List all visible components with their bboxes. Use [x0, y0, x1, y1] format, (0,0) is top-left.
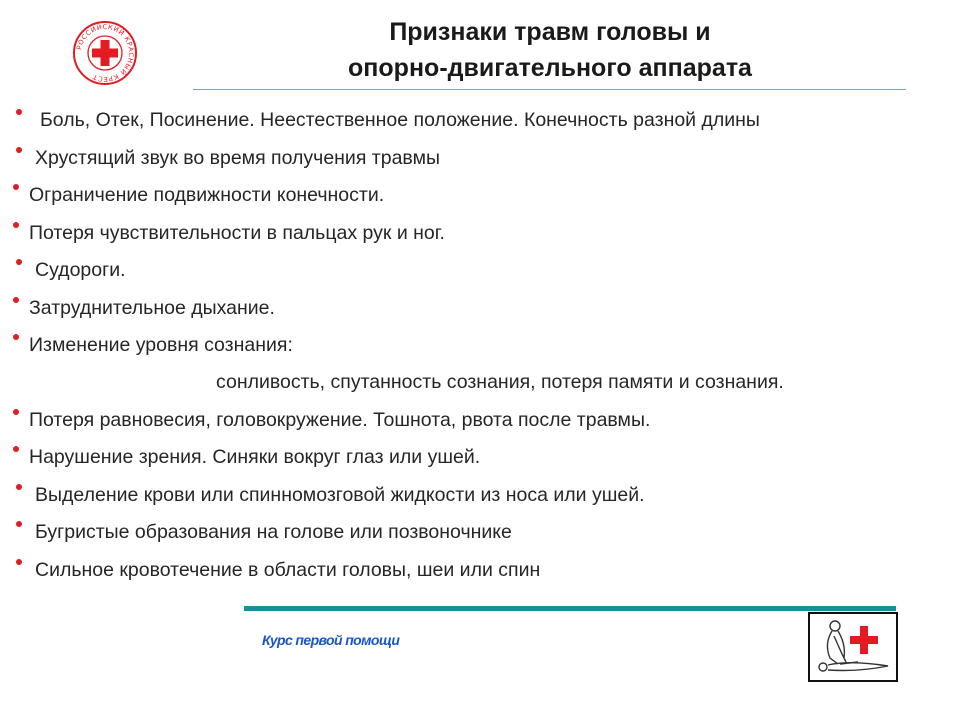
bullet-item: Бугристые образования на голове или позвоночнике	[35, 521, 512, 543]
bullet-marker	[13, 222, 19, 228]
bullet-sub-item: сонливость, спутанность сознания, потеря памяти и сознания.	[216, 371, 784, 393]
footer-course-title: Курс первой помощи	[262, 632, 400, 648]
bullet-item: Выделение крови или спинномозговой жидкости из носа или ушей.	[35, 484, 645, 506]
cpr-figure-icon	[810, 614, 896, 680]
slide-title-line-1: Признаки травм головы и	[389, 18, 711, 46]
bullet-marker	[13, 184, 19, 190]
bullet-marker	[16, 259, 22, 265]
bullet-marker	[16, 559, 22, 565]
bullet-item: Потеря чувствительности в пальцах рук и ног.	[29, 222, 445, 244]
bullet-marker	[16, 484, 22, 490]
bullet-marker	[13, 297, 19, 303]
bullet-item: Ограничение подвижности конечности.	[29, 184, 385, 206]
bullet-marker	[13, 409, 19, 415]
slide-title-line-2: опорно-двигательного аппарата	[348, 54, 752, 82]
bullet-item: Судороги.	[35, 259, 126, 281]
bullet-item: Боль, Отек, Посинение. Неестественное положение. Конечность разной длины	[40, 109, 760, 131]
bullet-marker	[16, 109, 22, 115]
bullet-marker	[16, 521, 22, 527]
bullet-marker	[13, 334, 19, 340]
bullet-item: Хрустящий звук во время получения травмы	[35, 147, 440, 169]
first-aid-cpr-icon	[808, 612, 898, 682]
bullet-item: Сильное кровотечение в области головы, шеи или спин	[35, 559, 541, 581]
footer-accent-bar	[244, 606, 896, 611]
bullet-item: Потеря равновесия, головокружение. Тошнота, рвота после травмы.	[29, 409, 651, 431]
bullet-marker	[13, 446, 19, 452]
bullet-item: Затруднительное дыхание.	[29, 297, 275, 319]
bullet-item: Нарушение зрения. Синяки вокруг глаз или ушей.	[29, 446, 481, 468]
bullet-marker	[16, 147, 22, 153]
logo-text: РОССИЙСКИЙ КРАСНЫЙ КРЕСТ	[75, 22, 136, 84]
bullet-item: Изменение уровня сознания:	[29, 334, 293, 356]
